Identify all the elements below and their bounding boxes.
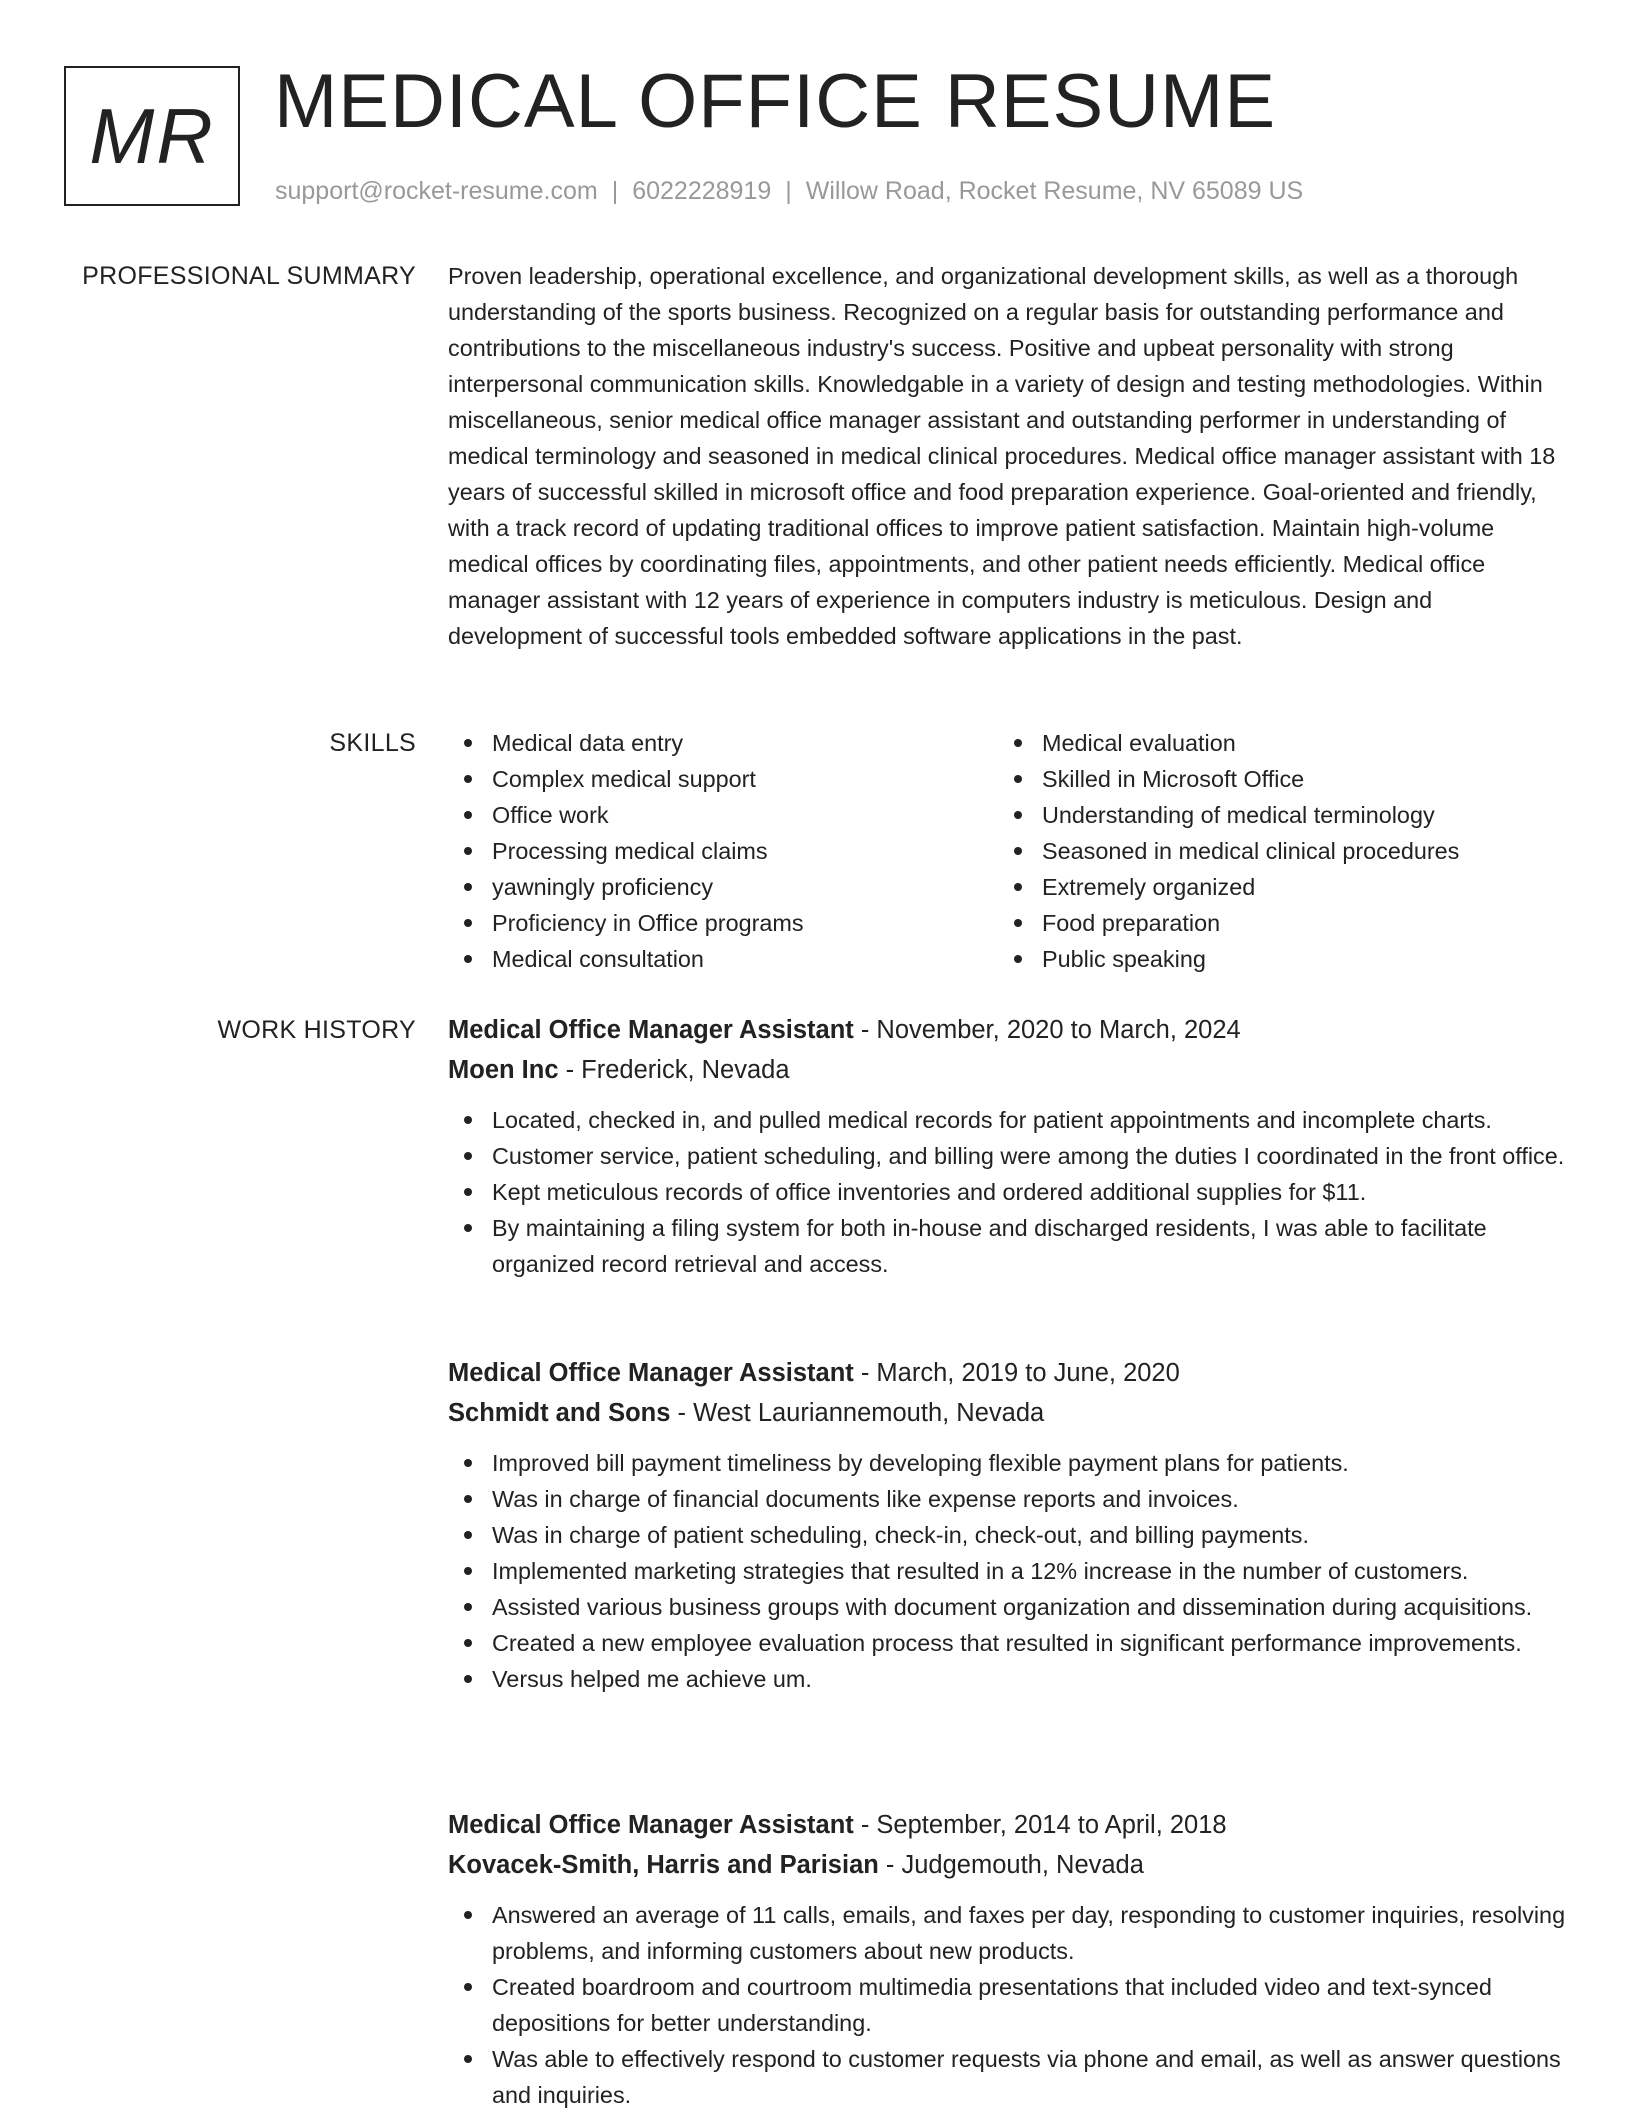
monogram-logo: MR (64, 66, 240, 206)
skill-item: Complex medical support (448, 761, 998, 797)
job-title: Medical Office Manager Assistant (448, 1016, 854, 1044)
job-bullet: Versus helped me achieve um. (448, 1661, 1568, 1697)
job-entry (448, 1010, 1568, 1282)
job-bullet: Was in charge of financial documents like expense reports and invoices. (448, 1481, 1568, 1517)
job-bullet: Implemented marketing strategies that resulted in a 12% increase in the number of customers. (448, 1553, 1568, 1589)
skills-section (448, 725, 1568, 977)
job-title-line (448, 1353, 1568, 1393)
job-title-line (448, 1805, 1568, 1845)
job-company-line (448, 1393, 1568, 1433)
contact-phone: 6022228919 (632, 177, 772, 205)
job-company-line (448, 1050, 1568, 1090)
job-bullet: Kept meticulous records of office inventories and ordered additional supplies for $11. (448, 1174, 1568, 1210)
skill-item: Processing medical claims (448, 833, 998, 869)
contact-address: Willow Road, Rocket Resume, NV 65089 US (805, 177, 1304, 205)
job-dates: - November, 2020 to March, 2024 (853, 1016, 1241, 1044)
job-bullet: Customer service, patient scheduling, and billing were among the duties I coordinated in the front office. (448, 1138, 1568, 1174)
job-dates: - September, 2014 to April, 2018 (853, 1811, 1227, 1839)
skills-heading: SKILLS (329, 729, 416, 757)
job-company-line (448, 1845, 1568, 1885)
skill-item: Medical consultation (448, 941, 998, 977)
job-title-line (448, 1010, 1568, 1050)
job-company: Kovacek-Smith, Harris and Parisian (448, 1851, 879, 1879)
job-bullet: Was able to effectively respond to customer requests via phone and email, as well as answer questions and inquiries. (448, 2041, 1568, 2113)
job-title: Medical Office Manager Assistant (448, 1811, 854, 1839)
job-company: Schmidt and Sons (448, 1399, 671, 1427)
job-bullet: Answered an average of 11 calls, emails, and faxes per day, responding to customer inquiries, resolving problems, and informing customers about new products. (448, 1897, 1568, 1969)
skill-item: Public speaking (998, 941, 1548, 977)
skill-item: Medical data entry (448, 725, 998, 761)
job-location: - Judgemouth, Nevada (878, 1851, 1144, 1879)
skills-list-right (998, 725, 1548, 977)
job-bullet: By maintaining a filing system for both in-house and discharged residents, I was able to facilitate organized record retrieval and access. (448, 1210, 1568, 1282)
skill-item: Skilled in Microsoft Office (998, 761, 1548, 797)
skills-list-left (448, 725, 998, 977)
summary-heading: PROFESSIONAL SUMMARY (82, 262, 416, 290)
contact-line (275, 174, 1303, 208)
contact-email: support@rocket-resume.com (275, 177, 598, 205)
job-bullet: Was in charge of patient scheduling, check-in, check-out, and billing payments. (448, 1517, 1568, 1553)
summary-text: Proven leadership, operational excellence, and organizational development skills, as well as a thorough understanding of the sports business. Recognized on a regular basis for outstanding performance and contributions to the miscellaneous industry's success. Positive and upbeat personality with strong interpersonal communication skills. Knowledgable in a variety of design and testing methodologies. Within miscellaneous, senior medical office manager assistant and outstanding performer in understanding of medical terminology and seasoned in medical clinical procedures. Medical office manager assistant with 18 years of successful skilled in microsoft office and food preparation experience. Goal-oriented and friendly, with a track record of updating traditional offices to improve patient satisfaction. Maintain high-volume medical offices by coordinating files, appointments, and other patient needs efficiently. Medical office manager assistant with 12 years of experience in computers industry is meticulous. Design and development of successful tools embedded software applications in the past. (448, 263, 1556, 649)
job-title: Medical Office Manager Assistant (448, 1359, 854, 1387)
job-bullets (448, 1445, 1568, 1697)
skill-item: Understanding of medical terminology (998, 797, 1548, 833)
skill-item: Proficiency in Office programs (448, 905, 998, 941)
job-company: Moen Inc (448, 1056, 559, 1084)
skill-item: Office work (448, 797, 998, 833)
skill-item: Seasoned in medical clinical procedures (998, 833, 1548, 869)
summary-section (448, 258, 1560, 654)
resume-title: MEDICAL OFFICE RESUME (274, 59, 1277, 144)
job-bullet: Assisted various business groups with document organization and dissemination during acquisitions. (448, 1589, 1568, 1625)
job-entry (448, 1353, 1568, 1697)
skill-item: Extremely organized (998, 869, 1548, 905)
work-history-heading: WORK HISTORY (217, 1016, 416, 1044)
contact-separator: | (785, 177, 792, 205)
job-entry (448, 1805, 1568, 2113)
skill-item: Food preparation (998, 905, 1548, 941)
contact-separator: | (611, 177, 619, 205)
job-bullet: Created a new employee evaluation process that resulted in significant performance improvements. (448, 1625, 1568, 1661)
job-location: - West Lauriannemouth, Nevada (670, 1399, 1045, 1427)
job-bullets (448, 1897, 1568, 2113)
job-bullets (448, 1102, 1568, 1282)
job-bullet: Created boardroom and courtroom multimedia presentations that included video and text-synced depositions for better understanding. (448, 1969, 1568, 2041)
skill-item: Medical evaluation (998, 725, 1548, 761)
job-location: - Frederick, Nevada (558, 1056, 790, 1084)
job-bullet: Improved bill payment timeliness by developing flexible payment plans for patients. (448, 1445, 1568, 1481)
job-bullet: Located, checked in, and pulled medical records for patient appointments and incomplete charts. (448, 1102, 1568, 1138)
job-dates: - March, 2019 to June, 2020 (853, 1359, 1180, 1387)
skill-item: yawningly proficiency (448, 869, 998, 905)
